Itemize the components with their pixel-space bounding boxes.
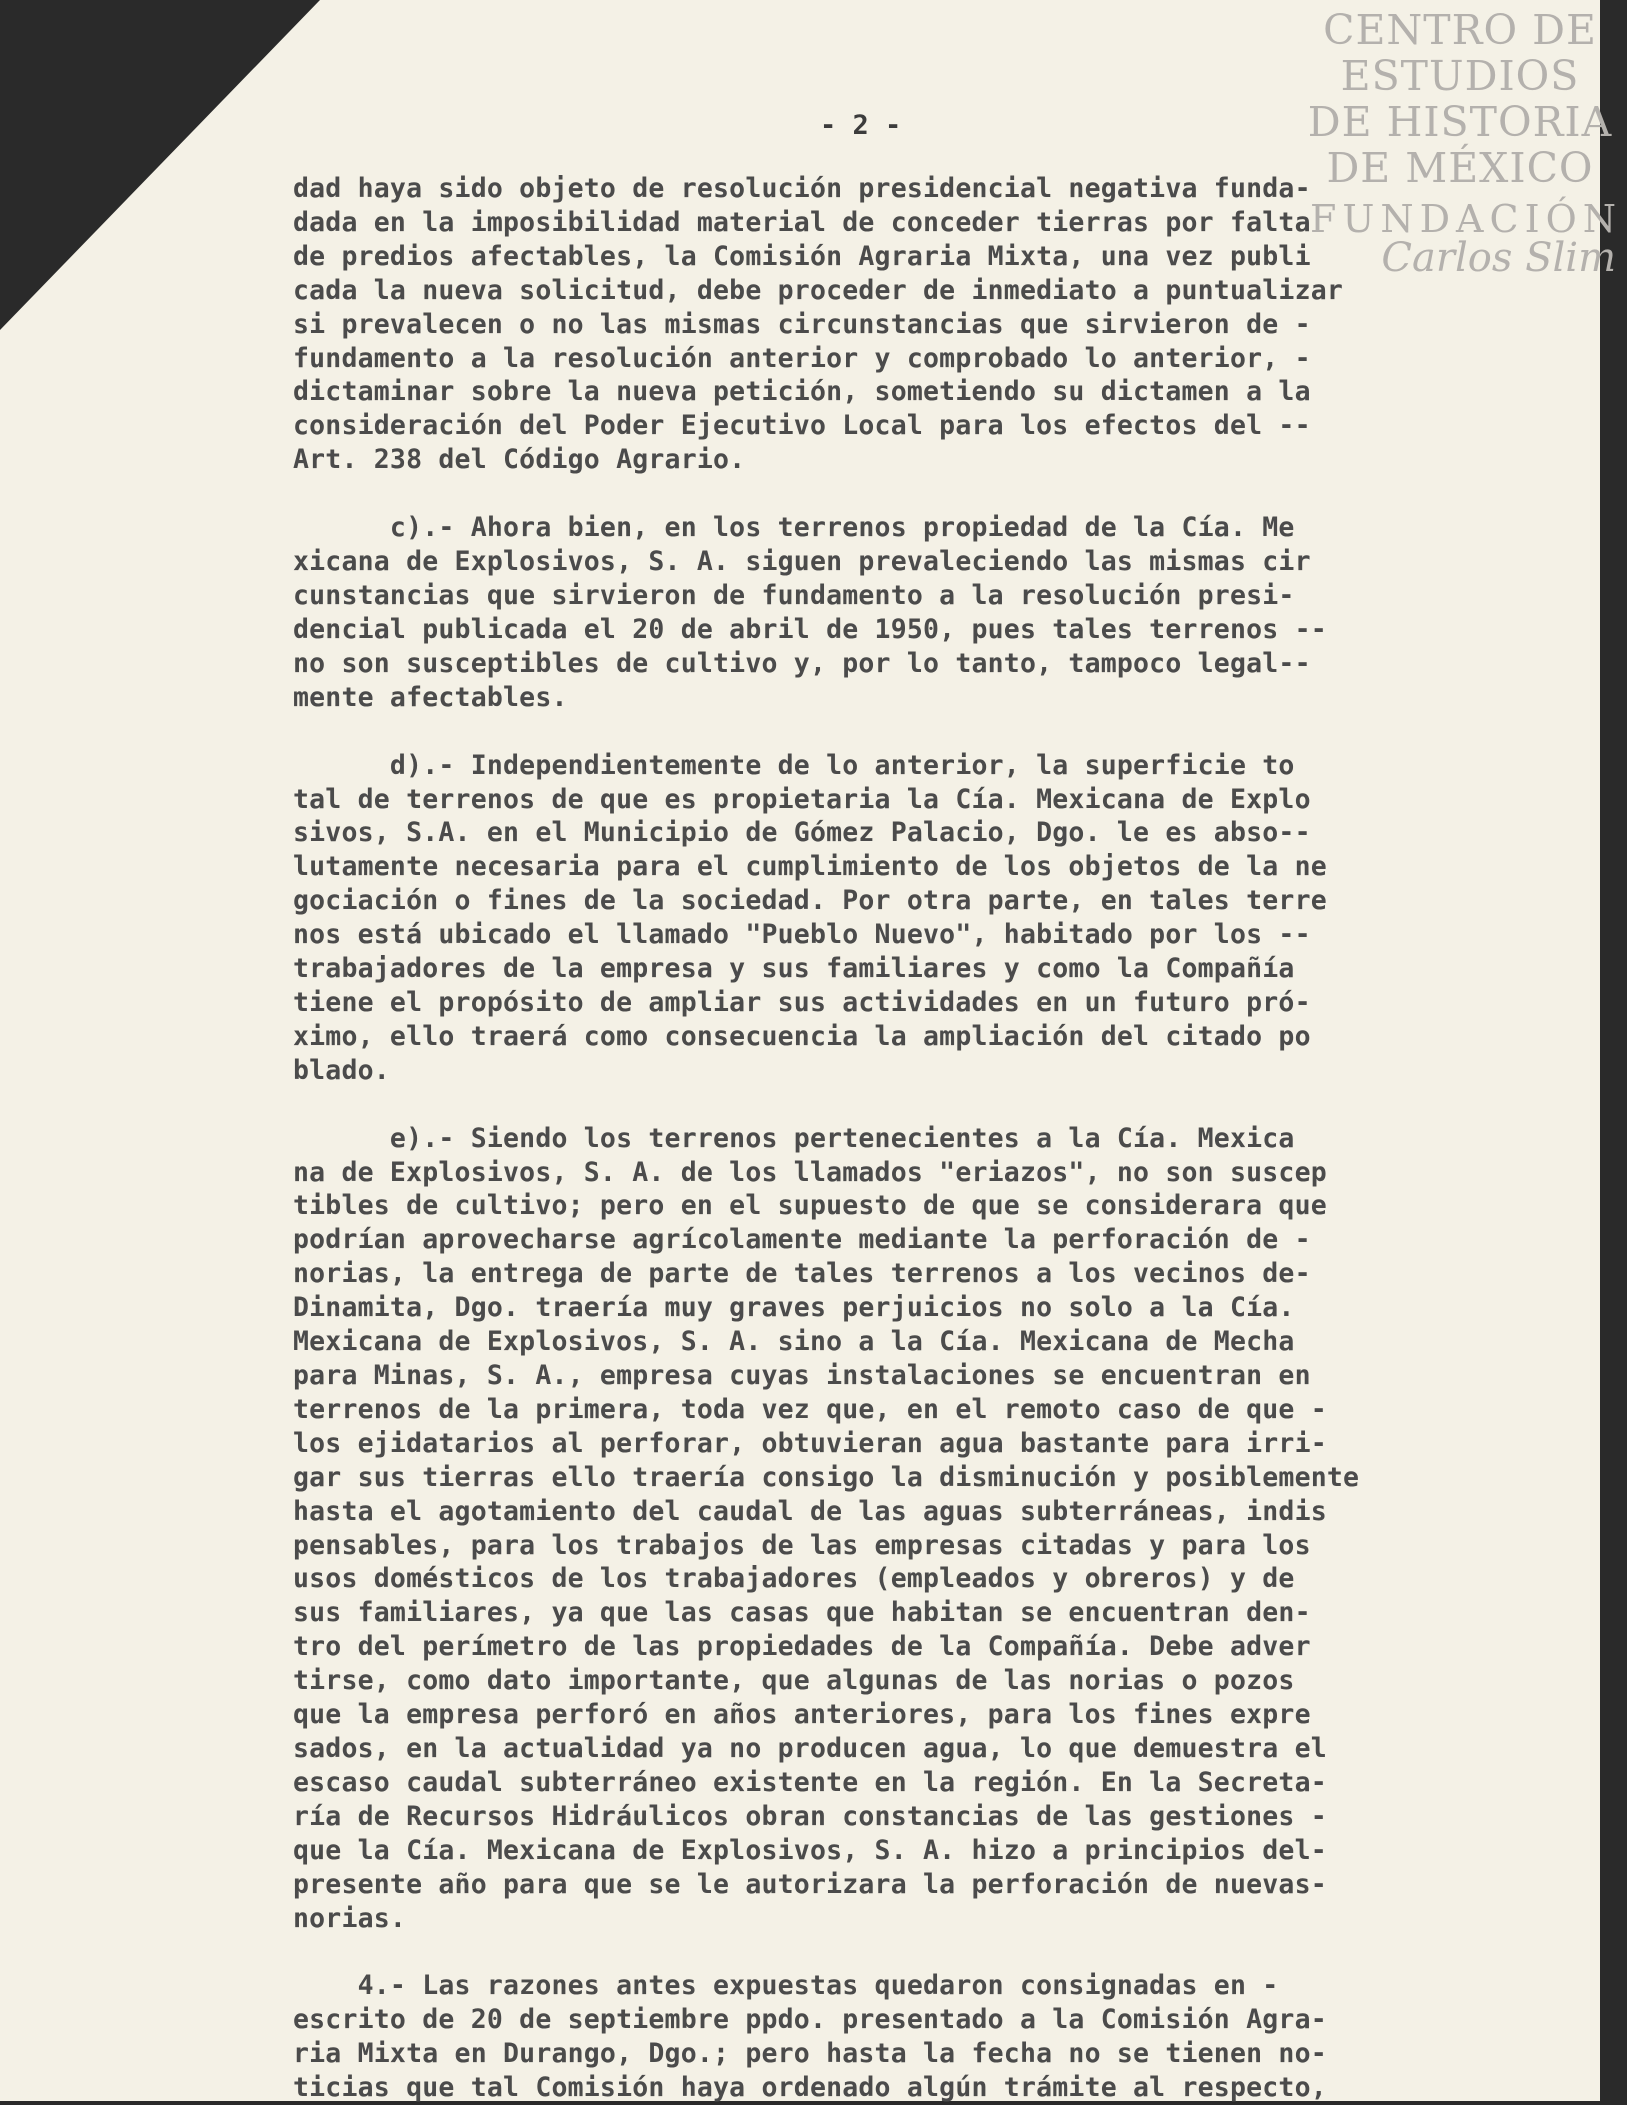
text-line: ximo, ello traerá como consecuencia la ampliación del citado po [293,1020,1311,1052]
text-line: sados, en la actualidad ya no producen agua, lo que demuestra el [293,1732,1327,1764]
page-number: - 2 - [820,110,902,141]
text-line: na de Explosivos, S. A. de los llamados "eriazos", no son suscep [293,1156,1327,1188]
paragraph [293,1122,1583,1936]
paragraph [293,511,1583,714]
text-line: los ejidatarios al perforar, obtuvieran agua bastante para irri- [293,1427,1327,1459]
text-line: Art. 238 del Código Agrario. [293,444,746,476]
text-line: pensables, para los trabajos de las empresas citadas y para los [293,1529,1311,1561]
text-line: cunstancias que sirvieron de fundamento a la resolución presi- [293,579,1295,611]
paragraph-gap [293,715,1583,749]
text-line: tro del perímetro de las propiedades de la Compañía. Debe adver [293,1631,1311,1663]
watermark-signature: Carlos Slim [1381,235,1616,282]
paragraph [293,1969,1583,2105]
text-line: presente año para que se le autorizara la perforación de nuevas- [293,1868,1327,1900]
text-line: xicana de Explosivos, S. A. siguen prevaleciendo las mismas cir [293,546,1311,578]
text-line: sus familiares, ya que las casas que habitan se encuentran den- [293,1597,1311,1629]
text-line: no son susceptibles de cultivo y, por lo tanto, tampoco legal-- [293,647,1311,679]
text-line: ria Mixta en Durango, Dgo.; pero hasta la fecha no se tienen no- [293,2038,1327,2070]
text-line: terrenos de la primera, toda vez que, en el remoto caso de que - [293,1393,1327,1425]
text-line: cada la nueva solicitud, debe proceder de inmediato a puntualizar [293,274,1344,306]
text-line: tiene el propósito de ampliar sus actividades en un futuro pró- [293,986,1311,1018]
text-line: c).- Ahora bien, en los terrenos propiedad de la Cía. Me [293,512,1295,544]
text-line: que la Cía. Mexicana de Explosivos, S. A. hizo a principios del- [293,1834,1327,1866]
text-line: si prevalecen o no las mismas circunstancias que sirvieron de - [293,308,1311,340]
text-line: escrito de 20 de septiembre ppdo. presentado a la Comisión Agra- [293,2004,1327,2036]
text-line: sivos, S.A. en el Municipio de Gómez Palacio, Dgo. le es abso-- [293,817,1311,849]
text-line: trabajadores de la empresa y sus familiares y como la Compañía [293,953,1295,985]
text-line: blado. [293,1054,390,1086]
text-line: ría de Recursos Hidráulicos obran constancias de las gestiones - [293,1800,1327,1832]
text-line: de predios afectables, la Comisión Agraria Mixta, una vez publi [293,240,1311,272]
paragraph-gap [293,1088,1583,1122]
text-line: que la empresa perforó en años anteriores, para los fines expre [293,1699,1311,1731]
paragraph-gap [293,1935,1583,1969]
text-line: lutamente necesaria para el cumplimiento de los objetos de la ne [293,851,1327,883]
text-line: podrían aprovecharse agrícolamente mediante la perforación de - [293,1224,1311,1256]
watermark-line: DE HISTORIA [1307,97,1613,146]
watermark-line: ESTUDIOS [1340,51,1580,100]
text-line: dada en la imposibilidad material de conceder tierras por falta [293,206,1311,238]
paragraph [293,172,1583,477]
text-line: hasta el agotamiento del caudal de las aguas subterráneas, indis [293,1495,1327,1527]
paragraph-gap [293,477,1583,511]
text-line: dictaminar sobre la nueva petición, sometiendo su dictamen a la [293,376,1311,408]
text-line: escaso caudal subterráneo existente en la región. En la Secreta- [293,1766,1327,1798]
watermark-line: DE MÉXICO [1326,143,1594,192]
text-line: consideración del Poder Ejecutivo Local para los efectos del -- [293,410,1311,442]
text-line: fundamento a la resolución anterior y comprobado lo anterior, - [293,342,1311,374]
text-line: nos está ubicado el llamado "Pueblo Nuevo", habitado por los -- [293,919,1311,951]
text-line: e).- Siendo los terrenos pertenecientes a la Cía. Mexica [293,1122,1295,1154]
text-line: Dinamita, Dgo. traería muy graves perjuicios no solo a la Cía. [293,1292,1295,1324]
text-line: tal de terrenos de que es propietaria la Cía. Mexicana de Explo [293,783,1311,815]
text-line: usos domésticos de los trabajadores (empleados y obreros) y de [293,1563,1295,1595]
text-line: 4.- Las razones antes expuestas quedaron consignadas en - [293,1970,1279,2002]
text-line: ticias que tal Comisión haya ordenado algún trámite al respecto, [293,2072,1327,2104]
text-line: dencial publicada el 20 de abril de 1950, pues tales terrenos -- [293,613,1327,645]
text-line: gar sus tierras ello traería consigo la disminución y posiblemente [293,1461,1360,1493]
text-line: dad haya sido objeto de resolución presidencial negativa funda- [293,173,1311,204]
paragraph [293,749,1583,1088]
watermark-line: CENTRO DE [1323,6,1597,54]
text-line: tirse, como dato importante, que algunas de las norias o pozos [293,1665,1295,1697]
watermark-foundation: FUNDACIÓN [1309,196,1622,241]
text-line: d).- Independientemente de lo anterior, la superficie to [293,749,1295,781]
text-line: para Minas, S. A., empresa cuyas instalaciones se encuentran en [293,1360,1311,1391]
text-line: norias, la entrega de parte de tales terrenos a los vecinos de- [293,1258,1311,1290]
text-line: tibles de cultivo; pero en el supuesto de que se considerara que [293,1190,1327,1222]
text-line: gociación o fines de la sociedad. Por otra parte, en tales terre [293,885,1327,917]
text-line: norias. [293,1902,407,1934]
text-line: Mexicana de Explosivos, S. A. sino a la Cía. Mexicana de Mecha [293,1326,1295,1358]
typed-letter-body [293,172,1583,2105]
text-line: mente afectables. [293,681,568,713]
